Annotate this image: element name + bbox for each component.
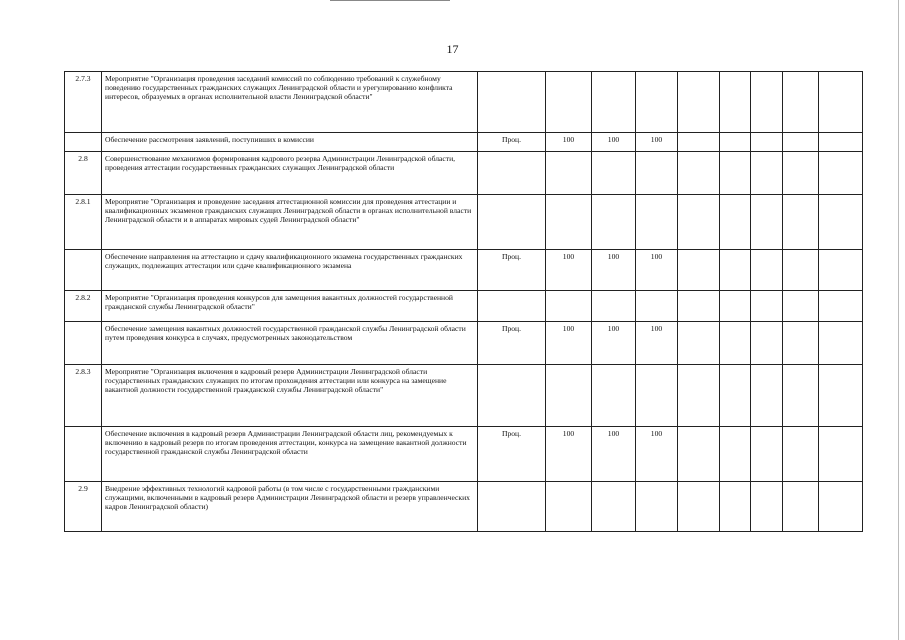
empty-cell	[720, 427, 751, 482]
empty-cell	[678, 291, 720, 322]
empty-cell	[751, 291, 783, 322]
empty-cell	[678, 72, 720, 133]
empty-cell	[819, 152, 863, 195]
table-row	[65, 152, 863, 195]
row-value-3	[636, 482, 678, 532]
row-value-2: 100	[592, 133, 636, 152]
row-description: Обеспечение включения в кадровый резерв Администрации Ленинградской области лиц, рекомендуемых к включению в кадровый резерв по итогам проведения аттестации, конкурса на замещение вакантной должности государственной гражданской службы Ленинградской области	[102, 427, 478, 482]
row-code	[65, 322, 102, 365]
row-description: Обеспечение замещения вакантных должностей государственной гражданской службы Ленинградской области путем проведения конкурса в случаях, предусмотренных законодательством	[102, 322, 478, 365]
empty-cell	[819, 427, 863, 482]
empty-cell	[819, 322, 863, 365]
row-code: 2.8	[65, 152, 102, 195]
empty-cell	[751, 195, 783, 250]
row-unit: Проц.	[478, 322, 546, 365]
row-description: Обеспечение рассмотрения заявлений, поступивших в комиссии	[102, 133, 478, 152]
row-value-1	[546, 365, 592, 427]
empty-cell	[819, 291, 863, 322]
table-row	[65, 72, 863, 133]
empty-cell	[678, 133, 720, 152]
empty-cell	[678, 322, 720, 365]
empty-cell	[783, 427, 819, 482]
table-row	[65, 195, 863, 250]
table-row	[65, 482, 863, 532]
row-unit: Проц.	[478, 133, 546, 152]
row-unit	[478, 291, 546, 322]
row-value-1: 100	[546, 427, 592, 482]
row-unit	[478, 152, 546, 195]
empty-cell	[819, 133, 863, 152]
empty-cell	[783, 291, 819, 322]
row-description: Мероприятие "Организация проведения конкурсов для замещения вакантных должностей государственной гражданской службы Ленинградской области"	[102, 291, 478, 322]
empty-cell	[783, 72, 819, 133]
row-code	[65, 427, 102, 482]
empty-cell	[720, 195, 751, 250]
row-code	[65, 133, 102, 152]
row-unit	[478, 365, 546, 427]
row-description: Совершенствование механизмов формирования кадрового резерва Администрации Ленинградской области, проведения аттестации государственных гражданских служащих Ленинградской области	[102, 152, 478, 195]
row-value-2	[592, 152, 636, 195]
empty-cell	[678, 365, 720, 427]
empty-cell	[783, 322, 819, 365]
empty-cell	[783, 195, 819, 250]
empty-cell	[819, 72, 863, 133]
row-value-1	[546, 195, 592, 250]
empty-cell	[819, 482, 863, 532]
row-value-2: 100	[592, 427, 636, 482]
row-code: 2.8.1	[65, 195, 102, 250]
row-description: Мероприятие "Организация включения в кадровый резерв Администрации Ленинградской области государственных гражданских служащих по итогам прохождения аттестации или конкурса на замещение вакантной должности государственной гражданской службы Ленинградской области"	[102, 365, 478, 427]
empty-cell	[720, 152, 751, 195]
empty-cell	[751, 72, 783, 133]
table-row	[65, 365, 863, 427]
empty-cell	[678, 195, 720, 250]
row-value-2	[592, 291, 636, 322]
empty-cell	[751, 133, 783, 152]
empty-cell	[678, 152, 720, 195]
empty-cell	[720, 133, 751, 152]
row-value-1: 100	[546, 250, 592, 291]
row-code: 2.9	[65, 482, 102, 532]
row-unit	[478, 195, 546, 250]
row-value-1	[546, 72, 592, 133]
page-number: 17	[446, 42, 459, 56]
empty-cell	[819, 250, 863, 291]
empty-cell	[720, 482, 751, 532]
row-unit	[478, 482, 546, 532]
row-unit: Проц.	[478, 250, 546, 291]
empty-cell	[783, 250, 819, 291]
empty-cell	[720, 72, 751, 133]
row-code	[65, 250, 102, 291]
row-value-2: 100	[592, 322, 636, 365]
row-value-3: 100	[636, 250, 678, 291]
row-value-2	[592, 482, 636, 532]
row-code: 2.8.2	[65, 291, 102, 322]
empty-cell	[783, 365, 819, 427]
row-value-1	[546, 152, 592, 195]
empty-cell	[751, 482, 783, 532]
table-row	[65, 291, 863, 322]
row-value-1: 100	[546, 133, 592, 152]
row-value-2	[592, 72, 636, 133]
row-value-3: 100	[636, 133, 678, 152]
row-value-3	[636, 291, 678, 322]
empty-cell	[751, 152, 783, 195]
table-body	[65, 72, 863, 532]
row-value-1	[546, 482, 592, 532]
row-code: 2.7.3	[65, 72, 102, 133]
table-row	[65, 133, 863, 152]
row-description: Внедрение эффективных технологий кадровой работы (в том числе с государственными гражданскими служащими, включенными в кадровый резерв Администрации Ленинградской области и резерв управленческих кадров Ленинградской области)	[102, 482, 478, 532]
row-value-3: 100	[636, 427, 678, 482]
row-value-2: 100	[592, 250, 636, 291]
scan-edge-line	[898, 0, 899, 640]
program-table	[64, 71, 863, 532]
table-row	[65, 322, 863, 365]
empty-cell	[783, 133, 819, 152]
empty-cell	[819, 365, 863, 427]
empty-cell	[751, 365, 783, 427]
empty-cell	[751, 322, 783, 365]
row-value-3: 100	[636, 322, 678, 365]
table-row	[65, 427, 863, 482]
empty-cell	[720, 250, 751, 291]
row-value-1	[546, 291, 592, 322]
row-value-3	[636, 365, 678, 427]
empty-cell	[720, 322, 751, 365]
row-description: Мероприятие "Организация и проведение заседания аттестационной комиссии для проведения аттестации и квалификационных экзаменов гражданских служащих Ленинградской области в органах исполнительной власти Ленинградской области и в аппаратах мировых судей Ленинградской области"	[102, 195, 478, 250]
empty-cell	[678, 482, 720, 532]
table-row	[65, 250, 863, 291]
empty-cell	[678, 250, 720, 291]
row-unit: Проц.	[478, 427, 546, 482]
row-value-2	[592, 365, 636, 427]
empty-cell	[720, 365, 751, 427]
empty-cell	[678, 427, 720, 482]
row-unit	[478, 72, 546, 133]
empty-cell	[751, 427, 783, 482]
empty-cell	[751, 250, 783, 291]
row-description: Обеспечение направления на аттестацию и сдачу квалификационного экзамена государственных гражданских служащих, подлежащих аттестации или сдаче квалификационного экзамена	[102, 250, 478, 291]
empty-cell	[819, 195, 863, 250]
empty-cell	[783, 482, 819, 532]
row-code: 2.8.3	[65, 365, 102, 427]
row-value-2	[592, 195, 636, 250]
row-description: Мероприятие "Организация проведения заседаний комиссий по соблюдению требований к служебному поведению государственных гражданских служащих Ленинградской области и урегулированию конфликта интересов, образуемых в органах исполнительной власти Ленинградской области"	[102, 72, 478, 133]
row-value-3	[636, 152, 678, 195]
row-value-3	[636, 72, 678, 133]
empty-cell	[783, 152, 819, 195]
empty-cell	[720, 291, 751, 322]
row-value-3	[636, 195, 678, 250]
row-value-1: 100	[546, 322, 592, 365]
scan-edge-line	[330, 0, 450, 1]
